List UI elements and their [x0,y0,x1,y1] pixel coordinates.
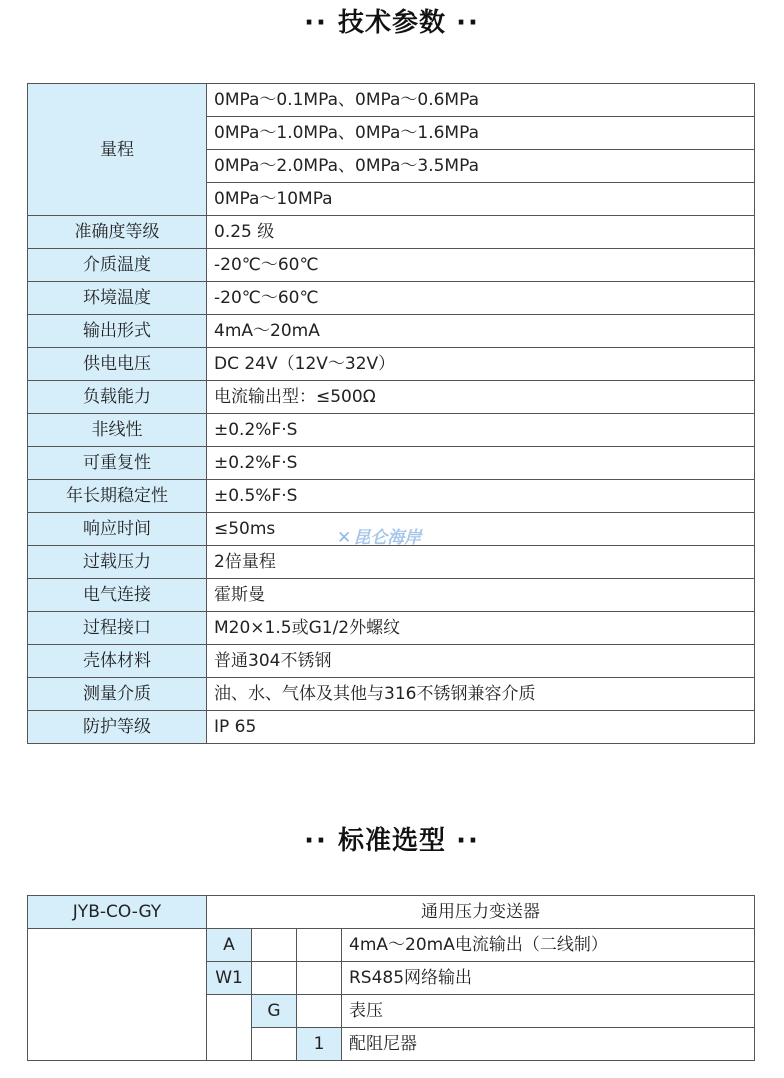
table-row [28,315,755,348]
spec-value: 0.25 级 [207,216,755,249]
table-row [28,929,755,962]
option-code: G [252,995,297,1028]
empty-cell [252,1028,297,1061]
section-title-standard-selection [0,820,784,857]
spec-label: 环境温度 [28,282,207,315]
spec-value: ±0.2%F·S [207,414,755,447]
spec-label: 过程接口 [28,612,207,645]
empty-cell [297,962,342,995]
spec-value: -20℃～60℃ [207,282,755,315]
title-dots-right: ·· [456,8,480,38]
watermark-logo [337,523,421,548]
spec-label: 过载压力 [28,546,207,579]
spec-value: M20×1.5或G1/2外螺纹 [207,612,755,645]
table-row [28,249,755,282]
section-title-tech-params [0,2,784,39]
spec-value: DC 24V（12V～32V） [207,348,755,381]
spec-value: 油、水、气体及其他与316不锈钢兼容介质 [207,678,755,711]
spec-label: 负载能力 [28,381,207,414]
spec-label: 非线性 [28,414,207,447]
spec-label: 电气连接 [28,579,207,612]
empty-cell [252,962,297,995]
spec-label: 输出形式 [28,315,207,348]
spec-label: 可重复性 [28,447,207,480]
spec-label: 介质温度 [28,249,207,282]
table-row [28,447,755,480]
spec-label: 壳体材料 [28,645,207,678]
empty-cell [252,929,297,962]
spec-label: 防护等级 [28,711,207,744]
spec-label: 年长期稳定性 [28,480,207,513]
spec-label: 测量介质 [28,678,207,711]
spec-value: ±0.2%F·S [207,447,755,480]
spec-label-range: 量程 [28,84,207,216]
spec-value: -20℃～60℃ [207,249,755,282]
table-row [28,414,755,447]
option-desc: 4mA～20mA电流输出（二线制） [342,929,755,962]
spec-value-range-1: 0MPa～0.1MPa、0MPa～0.6MPa [207,84,755,117]
table-row [28,480,755,513]
empty-cell [207,995,252,1061]
spec-value: 2倍量程 [207,546,755,579]
spec-value: 霍斯曼 [207,579,755,612]
table-row [28,546,755,579]
model-code: JYB-CO-GY [28,896,207,929]
empty-cell [297,929,342,962]
empty-cell [28,929,207,1061]
spec-value-range-2: 0MPa～1.0MPa、0MPa～1.6MPa [207,117,755,150]
spec-label: 响应时间 [28,513,207,546]
table-row [28,381,755,414]
title-text: 标准选型 [337,826,446,856]
spec-value: ±0.5%F·S [207,480,755,513]
option-code: 1 [297,1028,342,1061]
table-row [28,896,755,929]
spec-value-range-3: 0MPa～2.0MPa、0MPa～3.5MPa [207,150,755,183]
option-desc: RS485网络输出 [342,962,755,995]
spec-value: 普通304不锈钢 [207,645,755,678]
spec-value: 电流输出型：≤500Ω [207,381,755,414]
spec-value: IP 65 [207,711,755,744]
title-text: 技术参数 [337,8,446,38]
table-row [28,348,755,381]
table-row [28,711,755,744]
spec-value: ≤50ms [207,513,755,546]
spec-table [27,83,755,744]
kl-logo-icon: ✕ [337,528,352,548]
product-name: 通用压力变送器 [207,896,755,929]
option-desc: 表压 [342,995,755,1028]
table-row [28,645,755,678]
title-dots-left: ·· [304,8,328,38]
option-code: W1 [207,962,252,995]
option-code: A [207,929,252,962]
title-dots-left: ·· [304,826,328,856]
option-desc: 配阻尼器 [342,1028,755,1061]
table-row [28,612,755,645]
spec-label: 准确度等级 [28,216,207,249]
table-row [28,678,755,711]
spec-label: 供电电压 [28,348,207,381]
empty-cell [297,995,342,1028]
table-row [28,216,755,249]
selection-table [27,895,755,1061]
spec-value-range-4: 0MPa～10MPa [207,183,755,216]
title-dots-right: ·· [456,826,480,856]
table-row [28,579,755,612]
table-row [28,282,755,315]
spec-value: 4mA～20mA [207,315,755,348]
watermark-text: 昆仑海岸 [353,528,422,548]
table-row [28,84,755,117]
